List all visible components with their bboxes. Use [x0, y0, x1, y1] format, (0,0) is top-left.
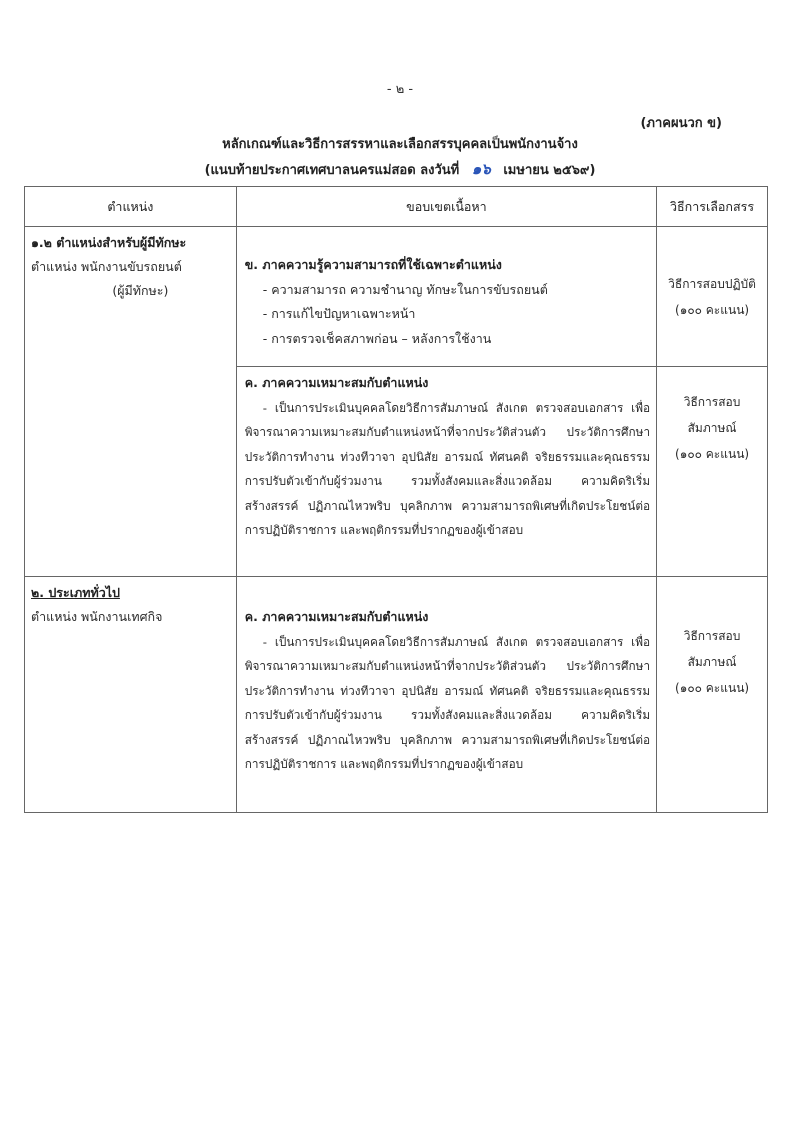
scope-bullet: - การตรวจเช็คสภาพก่อน – หลังการใช้งาน	[262, 330, 492, 346]
scope-bullet: - ความสามารถ ความชำนาญ ทักษะในการขับรถยนต์	[262, 281, 548, 297]
column-header-scope: ขอบเขตเนื้อหา	[236, 187, 656, 227]
position-name: ตำแหน่ง พนักงานเทศกิจ	[31, 609, 163, 624]
table-row	[25, 577, 768, 813]
table-row	[25, 227, 768, 367]
table-header-row	[25, 187, 768, 227]
scope-heading: ค. ภาคความเหมาะสมกับตำแหน่ง	[244, 375, 429, 390]
scope-cell	[236, 227, 656, 367]
position-heading: ๒. ประเภททั่วไป	[31, 585, 120, 600]
scope-cell	[236, 577, 656, 813]
position-cell	[25, 577, 237, 813]
position-heading: ๑.๒ ตำแหน่งสำหรับผู้มีทักษะ	[31, 235, 187, 250]
method-score: (๑๐๐ คะแนน)	[675, 302, 750, 317]
method-score: (๑๐๐ คะแนน)	[675, 681, 750, 695]
scope-heading: ข. ภาคความรู้ความสามารถที่ใช้เฉพาะตำแหน่ง	[244, 257, 502, 272]
title-line-2	[0, 157, 800, 183]
method-line: วิธีการสอบปฏิบัติ	[668, 276, 756, 291]
scope-paragraph: - เป็นการประเมินบุคคลโดยวิธีการสัมภาษณ์ สังเกต ตรวจสอบเอกสาร เพื่อพิจารณาความเหมาะสมกับตำแหน่งหน้าที่จากประวัติส่วนตัว ประวัติการศึกษา ประวัติการทำงาน ท่วงทีวาจา อุปนิสัย อารมณ์ ทัศนคติ จริยธรรมและคุณธรรม การปรับตัวเข้ากับผู้ร่วมงาน รวมทั้งสังคมและสิ่งแวดล้อม ความคิดริเริ่มสร้างสรรค์ ปฏิภาณไหวพริบ บุคลิกภาพ ความสามารถพิเศษที่เกิดประโยชน์ต่อการปฏิบัติราชการ และพฤติกรรมที่ปรากฏของผู้เข้าสอบ	[244, 400, 651, 537]
method-cell	[657, 367, 768, 577]
title-line-2-prefix: (แนบท้ายประกาศเทศบาลนครแม่สอด ลงวันที่	[204, 163, 460, 178]
scope-paragraph: - เป็นการประเมินบุคคลโดยวิธีการสัมภาษณ์ สังเกต ตรวจสอบเอกสาร เพื่อพิจารณาความเหมาะสมกับตำแหน่งหน้าที่จากประวัติส่วนตัว ประวัติการศึกษา ประวัติการทำงาน ท่วงทีวาจา อุปนิสัย อารมณ์ ทัศนคติ จริยธรรมและคุณธรรม การปรับตัวเข้ากับผู้ร่วมงาน รวมทั้งสังคมและสิ่งแวดล้อม ความคิดริเริ่มสร้างสรรค์ ปฏิภาณไหวพริบ บุคลิกภาพ ความสามารถพิเศษที่เกิดประโยชน์ต่อการปฏิบัติราชการ และพฤติกรรมที่ปรากฏของผู้เข้าสอบ	[244, 634, 651, 771]
position-name: ตำแหน่ง พนักงานขับรถยนต์	[31, 259, 182, 274]
document-title	[0, 133, 800, 183]
position-cell	[25, 227, 237, 577]
method-score: (๑๐๐ คะแนน)	[675, 447, 750, 461]
scope-bullet: - การแก้ไขปัญหาเฉพาะหน้า	[262, 306, 416, 321]
title-line-2-suffix: เมษายน ๒๕๖๙)	[503, 163, 596, 178]
scope-heading: ค. ภาคความเหมาะสมกับตำแหน่ง	[244, 609, 429, 624]
criteria-table	[24, 186, 768, 813]
method-line: วิธีการสอบ	[683, 395, 741, 409]
method-cell	[657, 577, 768, 813]
method-line: วิธีการสอบ	[683, 629, 741, 643]
method-line: สัมภาษณ์	[687, 421, 737, 435]
handwritten-date: ๑๖	[471, 160, 491, 178]
appendix-label: (ภาคผนวก ข)	[640, 116, 722, 131]
method-cell	[657, 227, 768, 367]
scope-cell	[236, 367, 656, 577]
position-qualifier: (ผู้มีทักษะ)	[112, 283, 169, 298]
method-line: สัมภาษณ์	[687, 655, 737, 669]
column-header-position: ตำแหน่ง	[25, 187, 237, 227]
page-number: - ๒ -	[386, 82, 414, 97]
column-header-method: วิธีการเลือกสรร	[657, 187, 768, 227]
title-line-1: หลักเกณฑ์และวิธีการสรรหาและเลือกสรรบุคคลเป็นพนักงานจ้าง	[222, 137, 578, 152]
